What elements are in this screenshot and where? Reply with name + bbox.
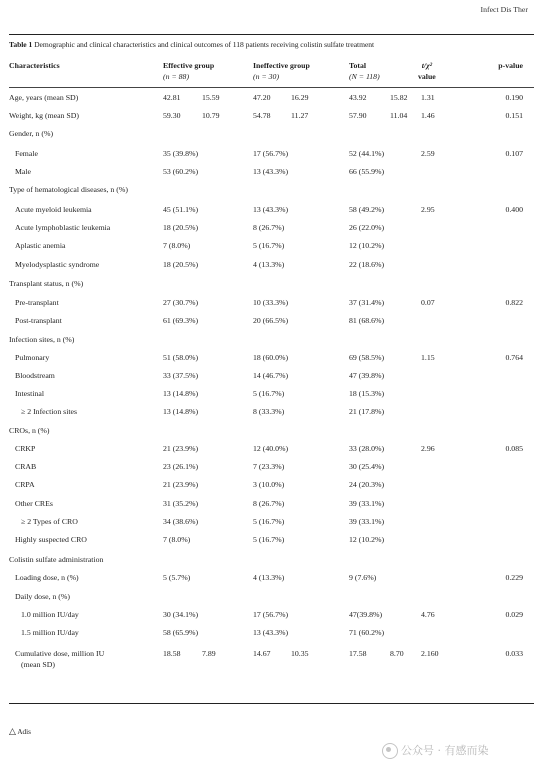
- table-row: [0, 352, 545, 364]
- cell-total: 12 (10.2%): [349, 535, 385, 544]
- cell-effective: 21 (23.9%): [163, 480, 199, 489]
- table-row: [0, 498, 545, 510]
- table-row: [0, 278, 545, 290]
- header-rule: [9, 87, 534, 88]
- row-label: CROs, n (%): [9, 426, 50, 435]
- cell-total: 39 (33.1%): [349, 517, 385, 526]
- table-row: [0, 648, 545, 670]
- cell-total: 43.92: [349, 93, 367, 102]
- cell-effective: 27 (30.7%): [163, 298, 199, 307]
- header-ineffective-n: (n = 30): [253, 72, 280, 81]
- table-row: [0, 534, 545, 546]
- cell-stat: 1.46: [421, 111, 435, 120]
- cell-ineffective: 4 (13.3%): [253, 260, 285, 269]
- table-row: [0, 110, 545, 122]
- cell-ineffective-sd: 10.35: [291, 649, 309, 658]
- cell-ineffective: 20 (66.5%): [253, 316, 289, 325]
- cell-ineffective: 54.78: [253, 111, 271, 120]
- row-label: Pre-transplant: [15, 298, 59, 307]
- header-p: [470, 60, 523, 71]
- cell-effective: 18.58: [163, 649, 181, 658]
- cell-total: 24 (20.3%): [349, 480, 385, 489]
- row-label: ≥ 2 Types of CRO: [21, 517, 78, 526]
- cell-ineffective: 13 (43.3%): [253, 628, 289, 637]
- cell-total: 71 (60.2%): [349, 628, 385, 637]
- table-row: [0, 222, 545, 234]
- row-label: Daily dose, n (%): [15, 592, 70, 601]
- table-row: [0, 166, 545, 178]
- cell-ineffective: 14 (46.7%): [253, 371, 289, 380]
- watermark: [382, 742, 489, 759]
- table-row: [0, 461, 545, 473]
- header-characteristics: [9, 60, 60, 71]
- cell-ineffective-sd: 16.29: [291, 93, 309, 102]
- row-label: Gender, n (%): [9, 129, 54, 138]
- cell-ineffective: 4 (13.3%): [253, 573, 285, 582]
- cell-ineffective: 14.67: [253, 649, 271, 658]
- table-row: [0, 443, 545, 455]
- cell-total: 57.90: [349, 111, 367, 120]
- row-label: Bloodstream: [15, 371, 55, 380]
- table-row: [0, 184, 545, 196]
- table-row: [0, 554, 545, 566]
- cell-p-value: 0.029: [505, 610, 523, 619]
- bottom-rule: [9, 703, 534, 704]
- header-effective-n: (n = 88): [163, 72, 190, 81]
- cell-effective: 18 (20.5%): [163, 223, 199, 232]
- cell-total: 9 (7.6%): [349, 573, 377, 582]
- row-label: CRKP: [15, 444, 36, 453]
- cell-ineffective: 3 (10.0%): [253, 480, 285, 489]
- table-row: [0, 388, 545, 400]
- table-row: [0, 148, 545, 160]
- table-row: [0, 315, 545, 327]
- cell-effective: 30 (34.1%): [163, 610, 199, 619]
- table-label: Table 1: [9, 40, 33, 49]
- row-label: Acute myeloid leukemia: [15, 205, 92, 214]
- cell-total-sd: 15.82: [390, 93, 408, 102]
- table-row: [0, 128, 545, 140]
- header-stat: [418, 60, 436, 82]
- row-label: Weight, kg (mean SD): [9, 111, 79, 120]
- cell-total: 26 (22.0%): [349, 223, 385, 232]
- cell-total: 33 (28.0%): [349, 444, 385, 453]
- table-caption-text: Demographic and clinical characteristics and clinical outcomes of 118 patients receiving colistin sulfate treatment: [34, 40, 375, 49]
- row-label: Highly suspected CRO: [15, 535, 87, 544]
- cell-effective: 53 (60.2%): [163, 167, 199, 176]
- cell-effective: 13 (14.8%): [163, 407, 199, 416]
- row-label: Cumulative dose, million IU: [15, 649, 105, 658]
- row-label: Myelodysplastic syndrome: [15, 260, 100, 269]
- cell-ineffective: 8 (33.3%): [253, 407, 285, 416]
- table-row: [0, 240, 545, 252]
- cell-stat: 1.31: [421, 93, 435, 102]
- row-label: Transplant status, n (%): [9, 279, 84, 288]
- cell-ineffective: 47.20: [253, 93, 271, 102]
- header-characteristics-label: Characteristics: [9, 61, 60, 70]
- row-label: Male: [15, 167, 32, 176]
- cell-p-value: 0.085: [505, 444, 523, 453]
- cell-stat: 1.15: [421, 353, 435, 362]
- row-label: 1.0 million IU/day: [21, 610, 79, 619]
- cell-total: 21 (17.8%): [349, 407, 385, 416]
- table-row: [0, 591, 545, 603]
- table-row: [0, 370, 545, 382]
- cell-ineffective: 5 (16.7%): [253, 517, 285, 526]
- table-row: [0, 92, 545, 104]
- cell-total: 47 (39.8%): [349, 371, 385, 380]
- cell-total: 81 (68.6%): [349, 316, 385, 325]
- cell-effective: 35 (39.8%): [163, 149, 199, 158]
- publisher-name: Adis: [17, 728, 31, 736]
- cell-ineffective-sd: 11.27: [291, 111, 309, 120]
- cell-total: 30 (25.4%): [349, 462, 385, 471]
- header-stat-value: value: [418, 72, 436, 81]
- cell-total: 12 (10.2%): [349, 241, 385, 250]
- cell-ineffective: 13 (43.3%): [253, 205, 289, 214]
- top-rule: [9, 34, 534, 35]
- cell-ineffective: 5 (16.7%): [253, 241, 285, 250]
- row-label: Aplastic anemia: [15, 241, 66, 250]
- header-p-label: p-value: [498, 61, 523, 70]
- cell-total: 37 (31.4%): [349, 298, 385, 307]
- cell-effective: 18 (20.5%): [163, 260, 199, 269]
- cell-effective: 33 (37.5%): [163, 371, 199, 380]
- cell-effective: 7 (8.0%): [163, 535, 191, 544]
- table-row: [0, 297, 545, 309]
- cell-effective: 61 (69.3%): [163, 316, 199, 325]
- table-caption: [9, 40, 537, 49]
- cell-p-value: 0.151: [505, 111, 523, 120]
- cell-ineffective: 13 (43.3%): [253, 167, 289, 176]
- cell-ineffective: 12 (40.0%): [253, 444, 289, 453]
- row-label: Age, years (mean SD): [9, 93, 79, 102]
- cell-ineffective: 7 (23.3%): [253, 462, 285, 471]
- cell-effective: 51 (58.0%): [163, 353, 199, 362]
- cell-stat: 2.96: [421, 444, 435, 453]
- table-row: [0, 627, 545, 639]
- header-total-n: (N = 118): [349, 72, 380, 81]
- row-label: Post-transplant: [15, 316, 62, 325]
- row-label: Colistin sulfate administration: [9, 555, 104, 564]
- cell-p-value: 0.400: [505, 205, 523, 214]
- row-label: Other CREs: [15, 499, 53, 508]
- cell-stat: 2.59: [421, 149, 435, 158]
- header-effective-label: Effective group: [163, 61, 215, 70]
- cell-effective: 42.81: [163, 93, 181, 102]
- watermark-text: 公众号 · 有感而染: [401, 744, 489, 757]
- header-total: [349, 60, 380, 82]
- row-label: Type of hematological diseases, n (%): [9, 185, 128, 194]
- row-label: Female: [15, 149, 38, 158]
- cell-p-value: 0.822: [505, 298, 523, 307]
- row-label: CRPA: [15, 480, 35, 489]
- cell-effective: 45 (51.1%): [163, 205, 199, 214]
- wechat-icon: [382, 743, 398, 759]
- cell-total: 69 (58.5%): [349, 353, 385, 362]
- cell-stat: 2.95: [421, 205, 435, 214]
- cell-effective: 34 (38.6%): [163, 517, 199, 526]
- row-label: CRAB: [15, 462, 37, 471]
- table-row: [0, 479, 545, 491]
- cell-effective: 23 (26.1%): [163, 462, 199, 471]
- cell-total: 22 (18.6%): [349, 260, 385, 269]
- journal-name: Infect Dis Ther: [480, 5, 528, 14]
- cell-ineffective: 5 (16.7%): [253, 389, 285, 398]
- cell-total-sd: 11.04: [390, 111, 408, 120]
- cell-effective-sd: 15.59: [202, 93, 220, 102]
- cell-effective: 58 (65.9%): [163, 628, 199, 637]
- cell-p-value: 0.190: [505, 93, 523, 102]
- table-row: [0, 516, 545, 528]
- cell-total: 18 (15.3%): [349, 389, 385, 398]
- table-row: [0, 425, 545, 437]
- cell-p-value: 0.229: [505, 573, 523, 582]
- table-row: [0, 334, 545, 346]
- cell-total: 39 (33.1%): [349, 499, 385, 508]
- cell-effective: 13 (14.8%): [163, 389, 199, 398]
- cell-total-sd: 8.70: [390, 649, 404, 658]
- cell-p-value: 0.764: [505, 353, 523, 362]
- cell-ineffective: 17 (56.7%): [253, 149, 289, 158]
- cell-p-value: 0.107: [505, 149, 523, 158]
- cell-ineffective: 18 (60.0%): [253, 353, 289, 362]
- table-row: [0, 406, 545, 418]
- cell-total: 47(39.8%): [349, 610, 383, 619]
- table-row: [0, 259, 545, 271]
- row-label: Loading dose, n (%): [15, 573, 79, 582]
- header-ineffective-label: Ineffective group: [253, 61, 310, 70]
- header-ineffective: [253, 60, 310, 82]
- cell-total: 66 (55.9%): [349, 167, 385, 176]
- table-row: [0, 609, 545, 621]
- cell-total: 17.58: [349, 649, 367, 658]
- row-label: Pulmonary: [15, 353, 50, 362]
- cell-stat: 0.07: [421, 298, 435, 307]
- table-row: [0, 204, 545, 216]
- cell-stat: 4.76: [421, 610, 435, 619]
- cell-effective-sd: 10.79: [202, 111, 220, 120]
- row-label: Intestinal: [15, 389, 45, 398]
- header-stat-label: t/χ²: [421, 61, 433, 70]
- cell-ineffective: 8 (26.7%): [253, 499, 285, 508]
- cell-effective: 21 (23.9%): [163, 444, 199, 453]
- cell-ineffective: 5 (16.7%): [253, 535, 285, 544]
- row-label-cont: (mean SD): [21, 660, 55, 669]
- adis-logo-icon: △: [9, 726, 16, 736]
- header-effective: [163, 60, 214, 82]
- cell-ineffective: 8 (26.7%): [253, 223, 285, 232]
- row-label: ≥ 2 Infection sites: [21, 407, 78, 416]
- cell-effective: 5 (5.7%): [163, 573, 191, 582]
- cell-effective-sd: 7.89: [202, 649, 216, 658]
- row-label: 1.5 million IU/day: [21, 628, 79, 637]
- cell-ineffective: 17 (56.7%): [253, 610, 289, 619]
- header-total-label: Total: [349, 61, 367, 70]
- cell-ineffective: 10 (33.3%): [253, 298, 289, 307]
- cell-effective: 7 (8.0%): [163, 241, 191, 250]
- row-label: Acute lymphoblastic leukemia: [15, 223, 111, 232]
- cell-stat: 2.160: [421, 649, 439, 658]
- publisher-footer: [9, 726, 31, 737]
- cell-total: 52 (44.1%): [349, 149, 385, 158]
- cell-effective: 59.30: [163, 111, 181, 120]
- table-row: [0, 572, 545, 584]
- row-label: Infection sites, n (%): [9, 335, 75, 344]
- cell-total: 58 (49.2%): [349, 205, 385, 214]
- cell-p-value: 0.033: [505, 649, 523, 658]
- cell-effective: 31 (35.2%): [163, 499, 199, 508]
